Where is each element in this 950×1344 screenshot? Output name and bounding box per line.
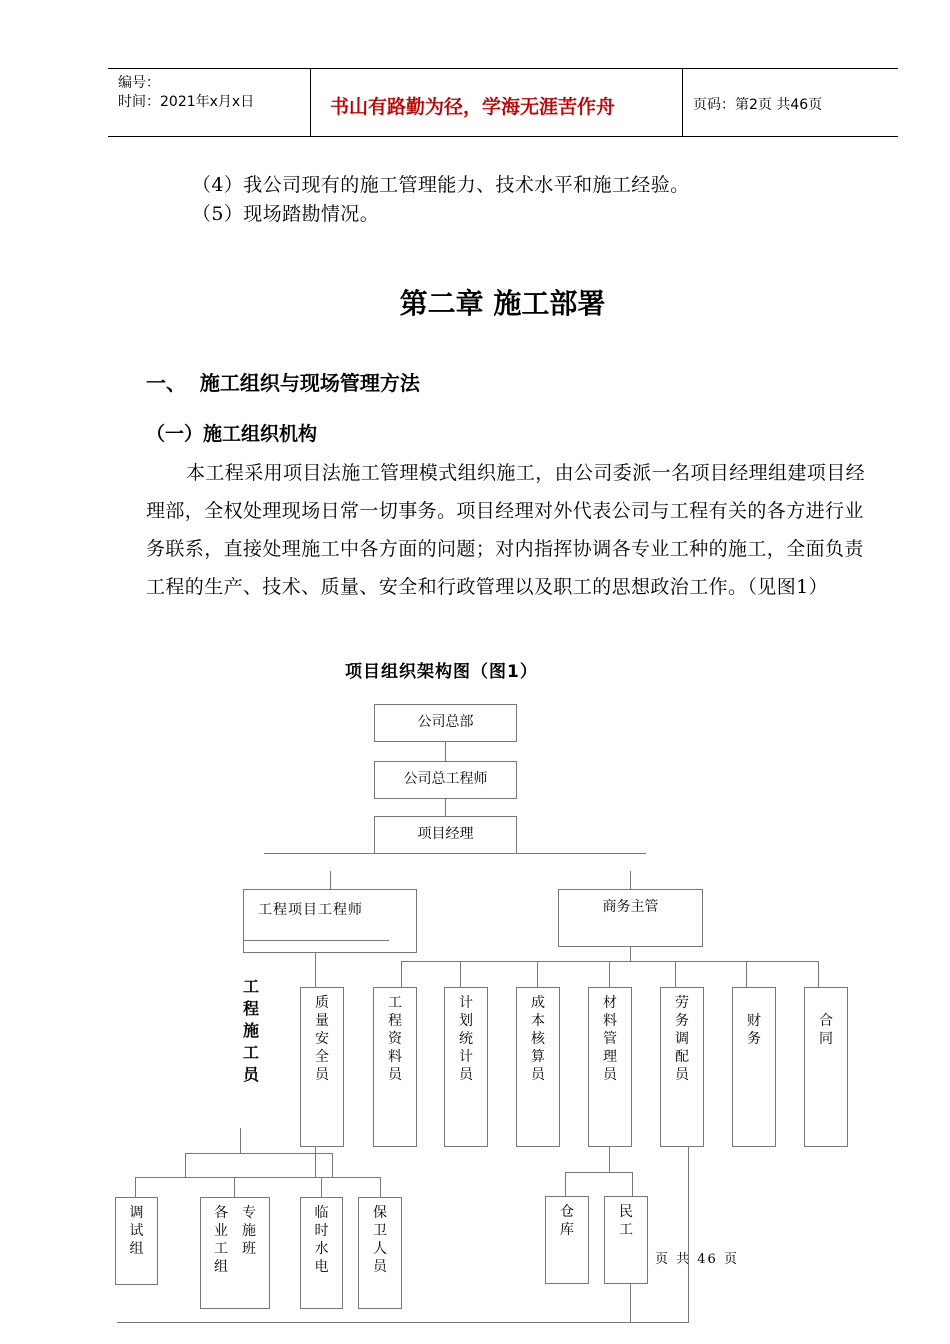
- org-team-label: 仓库: [560, 1204, 574, 1238]
- org-team-label: 各业工组: [214, 1205, 228, 1275]
- header-page-number: 页码：第2页 共46页: [693, 97, 823, 113]
- org-connector: [630, 1284, 631, 1322]
- org-connector: [460, 961, 461, 987]
- org-chief-engineer: 公司总工程师: [374, 761, 517, 799]
- org-connector: [380, 1177, 381, 1197]
- org-connector: [565, 1172, 566, 1196]
- org-connector: [243, 940, 389, 941]
- org-team-temp-power: [300, 1197, 343, 1309]
- org-connector: [675, 961, 676, 987]
- org-team-trades: [200, 1197, 270, 1309]
- intro-item: （4）我公司现有的施工管理能力、技术水平和施工经验。: [192, 174, 690, 196]
- org-connector: [746, 961, 747, 987]
- org-team-label: 专施班: [242, 1205, 256, 1257]
- org-business-manager: 商务主管: [558, 889, 703, 947]
- header-divider: [310, 68, 311, 136]
- org-connector: [135, 1177, 136, 1197]
- org-connector: [321, 1177, 322, 1197]
- org-team-label: 临时水电: [314, 1205, 329, 1275]
- header-bottom-rule: [108, 136, 898, 137]
- org-connector: [445, 742, 446, 761]
- org-role-box: [444, 987, 488, 1147]
- org-role-box: [732, 987, 776, 1147]
- org-connector: [401, 961, 402, 987]
- org-connector: [565, 1172, 633, 1173]
- org-role-box: [588, 987, 632, 1147]
- org-project-engineer-label: 工程项目工程师: [258, 902, 363, 918]
- org-role-box: [660, 987, 704, 1147]
- section-title: 一、 施工组织与现场管理方法: [146, 371, 420, 395]
- org-team-label: 民工: [619, 1204, 633, 1238]
- org-connector: [135, 1177, 381, 1178]
- org-connector: [445, 799, 446, 816]
- org-team-security: [358, 1197, 402, 1309]
- org-connector: [315, 1147, 316, 1177]
- org-team-laborers: [604, 1196, 648, 1284]
- org-role-label: 计划统计员: [459, 995, 473, 1083]
- header-top-rule: [108, 68, 898, 69]
- figure-title: 项目组织架构图（图1）: [345, 662, 538, 682]
- header-motto: 书山有路勤为径，学海无涯苦作舟: [330, 96, 616, 118]
- org-team-label: 调试组: [129, 1205, 144, 1257]
- org-connector: [185, 1153, 332, 1154]
- org-role-label: 工程资料员: [388, 995, 402, 1083]
- org-connector: [264, 853, 646, 854]
- org-connector: [609, 961, 610, 987]
- body-paragraph: 本工程采用项目法施工管理模式组织施工，由公司委派一名项目经理组建项目经理部，全权处理现场日常一切事务。项目经理对外代表公司与工程有关的各方进行业务联系，直接处理施工中各方面的问题；对内指挥协调各专业工种的施工，全面负责工程的生产、技术、质量、安全和行政管理以及职工的思想政治工作。（见图1）: [146, 462, 866, 598]
- org-connector: [234, 1177, 235, 1197]
- org-connector: [609, 1147, 610, 1172]
- org-connector: [818, 961, 819, 987]
- org-team-warehouse: [545, 1196, 589, 1284]
- org-connector: [330, 871, 331, 889]
- org-connector: [688, 1147, 689, 1323]
- org-connector: [630, 947, 631, 961]
- org-connector: [332, 1153, 333, 1177]
- org-role-label: 劳务调配员: [675, 995, 689, 1083]
- org-role-box: [300, 987, 344, 1147]
- subsection-title: （一）施工组织机构: [146, 423, 318, 445]
- header-number: 编号：: [118, 75, 160, 91]
- org-team-debug: [115, 1197, 158, 1285]
- org-connector: [117, 1322, 689, 1323]
- intro-item: （5）现场踏勘情况。: [192, 203, 380, 225]
- org-project-engineer: [243, 889, 417, 953]
- org-role-box: [516, 987, 560, 1147]
- org-connector: [537, 961, 538, 987]
- org-role-box: [373, 987, 417, 1147]
- org-role-label: 材料管理员: [603, 995, 617, 1083]
- org-company-hq: 公司总部: [374, 704, 517, 742]
- org-role-box: [804, 987, 848, 1147]
- org-connector: [240, 1128, 241, 1153]
- org-project-manager: 项目经理: [374, 816, 517, 854]
- header-time: 时间：2021年x月x日: [118, 94, 255, 110]
- page-footer: 页 共 46 页: [655, 1252, 739, 1267]
- chapter-title: 第二章 施工部署: [399, 287, 606, 320]
- header-divider: [682, 68, 683, 136]
- org-role-label: 财务: [747, 1013, 761, 1047]
- org-connector: [185, 1153, 186, 1177]
- org-connector: [632, 1172, 633, 1196]
- org-team-label: 保卫人员: [373, 1205, 387, 1275]
- org-connector: [630, 871, 631, 889]
- org-role-label: 质量安全员: [315, 995, 329, 1083]
- org-construction-staff: 工程施工员: [242, 977, 259, 1084]
- org-role-label: 合同: [819, 1013, 833, 1047]
- org-connector: [315, 953, 316, 987]
- org-connector: [401, 961, 819, 962]
- org-role-label: 成本核算员: [531, 995, 545, 1083]
